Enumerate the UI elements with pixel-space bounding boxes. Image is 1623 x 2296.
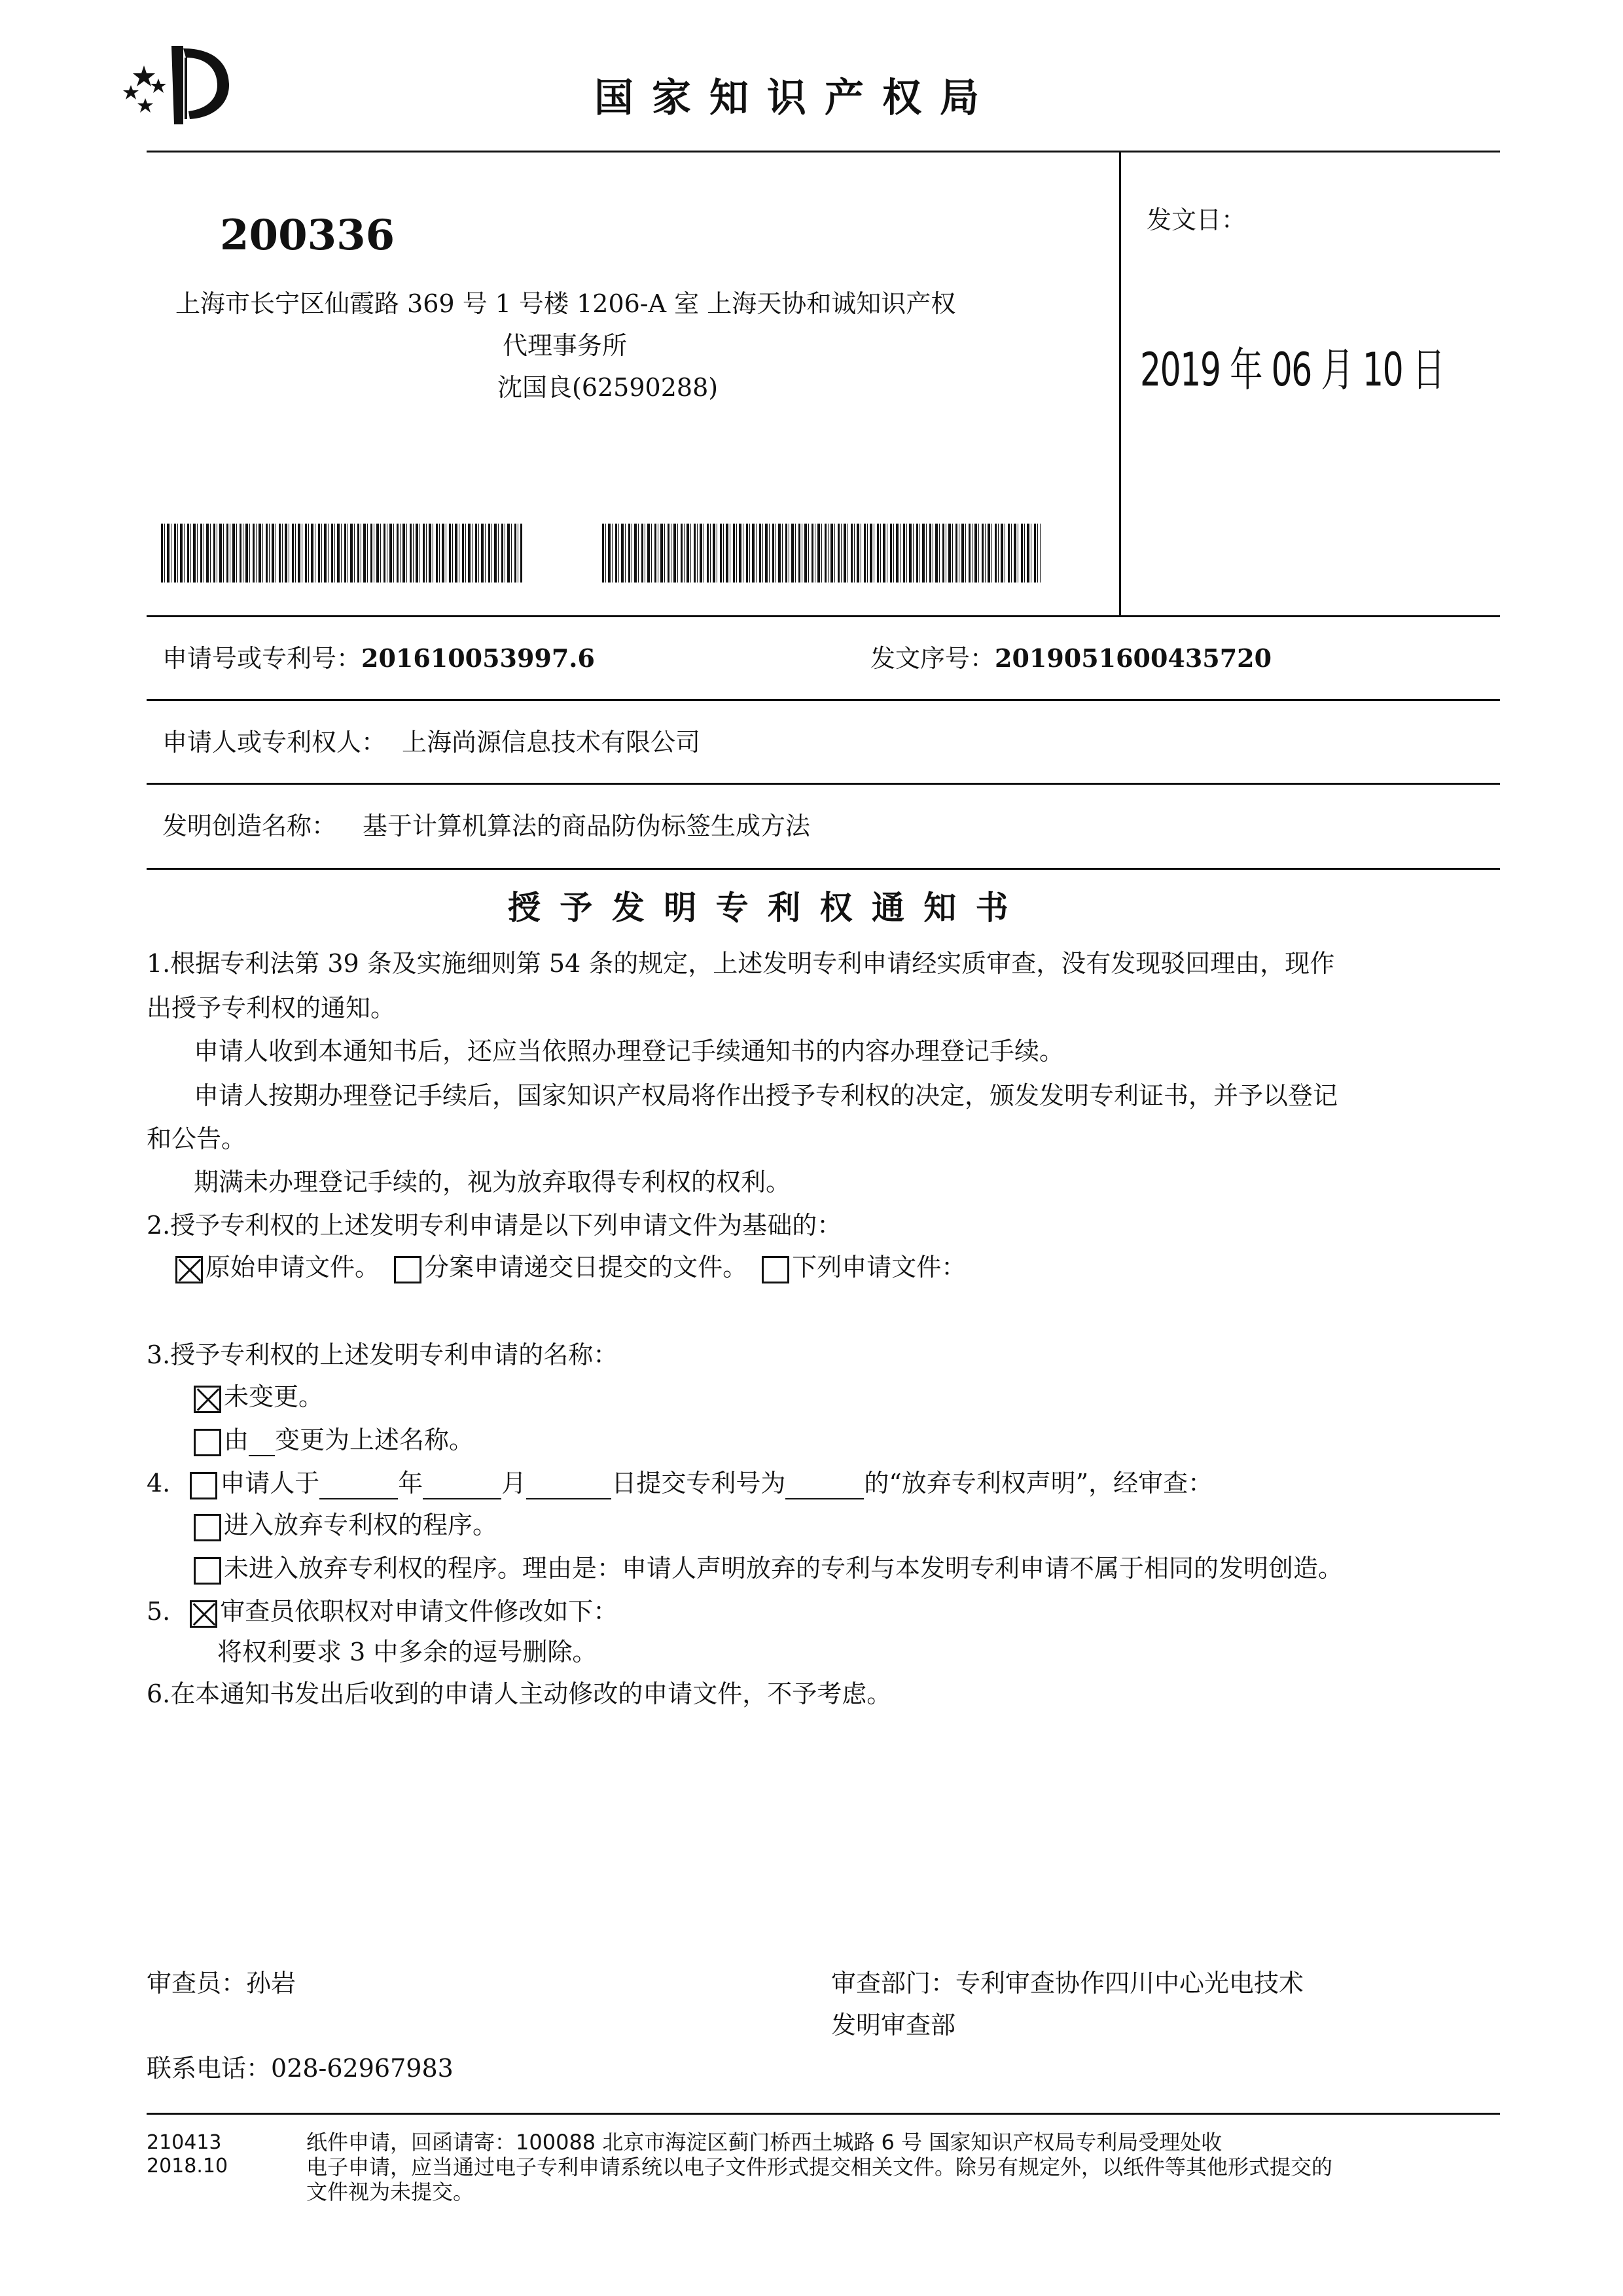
para-1a: 申请人收到本通知书后，还应当依照办理登记手续通知书的内容办理登记手续。 [194, 1037, 1065, 1066]
notice-title: 授 予 发 明 专 利 权 通 知 书 [508, 889, 1012, 927]
text: 申请人于 [220, 1469, 320, 1498]
option-label: 未变更。 [224, 1382, 324, 1411]
footer-text: 电子申请，应当通过电子专利申请系统以电子文件形式提交相关文件。除另有规定外，以纸件等其他形式提交的 [306, 2155, 1333, 2179]
checkbox-waiver-accepted[interactable] [194, 1514, 221, 1541]
footer-text: 文件视为未提交。 [306, 2179, 474, 2204]
option-label: 由 [224, 1426, 249, 1454]
text: 年 [398, 1469, 423, 1498]
recipient-address: 上海市长宁区仙霞路 369 号 1 号楼 1206-A 室 上海天协和诚知识产权 [175, 289, 956, 318]
invention-value: 基于计算机算法的商品防伪标签生成方法 [363, 812, 811, 840]
app-no-label: 申请号或专利号： [162, 644, 362, 673]
option-label: 分案申请递交日提交的文件。 [424, 1253, 748, 1282]
checkbox-examiner-amendment[interactable] [190, 1600, 217, 1628]
cnipa-logo [118, 39, 249, 131]
divider [147, 699, 1500, 701]
applicant-label: 申请人或专利权人： [162, 728, 387, 757]
amendment-detail: 将权利要求 3 中多余的逗号删除。 [217, 1638, 597, 1666]
invention-label: 发明创造名称： [162, 812, 337, 840]
para-3: 3.授予专利权的上述发明专利申请的名称： [147, 1340, 618, 1369]
dept-name: 专利审查协作四川中心光电技术 [955, 1969, 1304, 1998]
checkbox-waiver-rejected[interactable] [194, 1557, 221, 1585]
divider [147, 2113, 1500, 2115]
blank-field [785, 1476, 864, 1499]
barcode [161, 524, 522, 583]
option-label: 变更为上述名称。 [275, 1426, 474, 1454]
option-label: 进入放弃专利权的程序。 [224, 1511, 498, 1539]
phone-number: 028-62967983 [271, 2054, 454, 2083]
checkbox-name-changed[interactable] [194, 1429, 221, 1456]
item-number: 5. [147, 1597, 171, 1626]
para-1: 1.根据专利法第 39 条及实施细则第 54 条的规定，上述发明专利申请经实质审查，没有发现驳回理由，现作 [147, 949, 1335, 978]
examiner-label: 审查员： [147, 1969, 247, 1998]
text: 的“放弃专利权声明”，经审查： [864, 1469, 1213, 1498]
dept-label: 审查部门： [831, 1969, 956, 1998]
option-label: 未进入放弃专利权的程序。理由是：申请人声明放弃的专利与本发明专利申请不属于相同的发明创造。 [224, 1554, 1344, 1583]
blank-field [423, 1476, 501, 1499]
para-1b: 申请人按期办理登记手续后，国家知识产权局将作出授予专利权的决定，颁发发明专利证书，并予以登记 [194, 1081, 1338, 1110]
recipient-address-cont: 代理事务所 [503, 331, 628, 360]
postcode: 200336 [220, 211, 395, 260]
text: 月 [501, 1469, 527, 1498]
barcode [602, 524, 1041, 583]
divider [1119, 151, 1121, 617]
recipient-contact: 沈国良(62590288) [497, 373, 719, 402]
checkbox-listed-files[interactable] [762, 1256, 789, 1283]
serial-value: 2019051600435720 [995, 643, 1272, 673]
blank-field [526, 1476, 611, 1499]
checkbox-divisional-files[interactable] [394, 1256, 421, 1283]
divider [147, 151, 1500, 152]
examiner-name: 孙岩 [246, 1969, 296, 1998]
dispatch-date-label: 发文日： [1147, 206, 1247, 234]
para-1b-cont: 和公告。 [147, 1124, 247, 1153]
divider [147, 783, 1500, 785]
star-icon [123, 65, 166, 113]
serial-label: 发文序号： [870, 644, 995, 673]
text: 日提交专利号为 [611, 1469, 786, 1498]
para-6: 6.在本通知书发出后收到的申请人主动修改的申请文件，不予考虑。 [147, 1679, 892, 1708]
para-1c: 期满未办理登记手续的，视为放弃取得专利权的权利。 [194, 1168, 791, 1196]
footer-text: 纸件申请，回函请寄：100088 北京市海淀区蓟门桥西土城路 6 号 国家知识产权局专利局受理处收 [306, 2130, 1222, 2155]
dept-name-cont: 发明审查部 [831, 2011, 956, 2039]
option-label: 审查员依职权对申请文件修改如下： [220, 1597, 618, 1626]
form-version: 2018.10 [147, 2155, 228, 2178]
option-label: 原始申请文件。 [205, 1253, 380, 1282]
blank-field [319, 1476, 398, 1499]
form-code: 210413 [147, 2131, 222, 2154]
checkbox-waiver[interactable] [190, 1472, 217, 1499]
divider [147, 615, 1500, 617]
applicant-value: 上海尚源信息技术有限公司 [402, 728, 701, 757]
phone-label: 联系电话： [147, 2054, 272, 2083]
para-1-cont: 出授予专利权的通知。 [147, 994, 396, 1022]
p-mark [171, 46, 183, 124]
dispatch-date: 2019 年 06 月 10 日 [1140, 343, 1444, 397]
app-no-value: 201610053997.6 [361, 643, 595, 673]
checkbox-name-unchanged[interactable] [194, 1386, 221, 1413]
agency-title: 国家知识产权局 [594, 75, 997, 121]
item-number: 4. [147, 1469, 171, 1498]
blank-field [249, 1433, 275, 1456]
divider [147, 868, 1500, 870]
checkbox-original-files[interactable] [175, 1256, 203, 1283]
option-label: 下列申请文件： [792, 1253, 967, 1282]
para-2: 2.授予专利权的上述发明专利申请是以下列申请文件为基础的： [147, 1211, 842, 1240]
